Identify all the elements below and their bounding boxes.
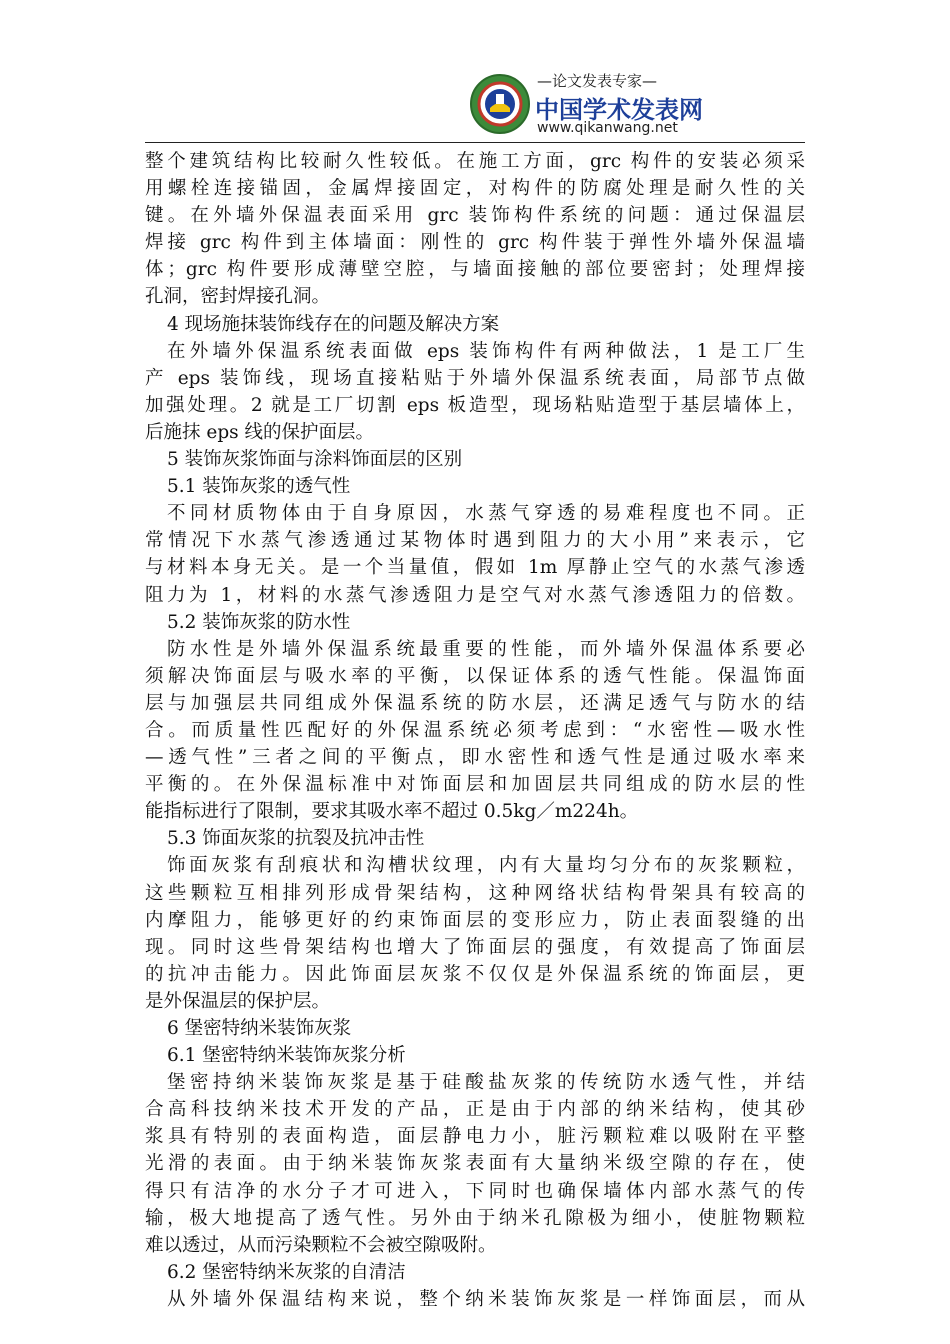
text-line: 合。而质量性匹配好的外保温系统必须考虑到：“水密性—吸水性 [145, 719, 805, 741]
section-heading: 4 现场施抹装饰线存在的问题及解决方案 [167, 313, 500, 335]
subsection-heading: 5.1 装饰灰浆的透气性 [167, 476, 351, 498]
text-line: 能指标进行了限制，要求其吸水率不超过 0.5kg／m224h。 [145, 801, 639, 823]
text-line: 产 eps 装饰线，现场直接粘贴于外墙外保温系统表面，局部节点做 [145, 367, 805, 389]
text-line: 是外保温层的保护层。 [145, 990, 331, 1012]
text-line: 后施抹 eps 线的保护面层。 [145, 421, 375, 443]
text-line: 这些颗粒互相排列形成骨架结构，这种网络状结构骨架具有较高的 [145, 882, 805, 904]
subsection-heading: 6.1 堡密特纳米装饰灰浆分析 [167, 1045, 406, 1067]
subsection-heading: 6.2 堡密特纳米灰浆的自清洁 [167, 1261, 406, 1283]
text-line: 加强处理。2 就是工厂切割 eps 板造型，现场粘贴造型于基层墙体上， [145, 394, 805, 416]
text-line: 层与加强层共同组成外保温系统的防水层，还满足透气与防水的结 [145, 692, 805, 714]
text-line: 焊接 grc 构件到主体墙面：刚性的 grc 构件装于弹性外墙外保温墙 [145, 232, 805, 254]
text-line: 从外墙外保温结构来说，整个纳米装饰灰浆是一样饰面层，而从 [167, 1288, 805, 1310]
text-line: 体；grc 构件要形成薄壁空腔，与墙面接触的部位要密封；处理焊接 [145, 259, 805, 281]
section-heading: 5 装饰灰浆饰面与涂料饰面层的区别 [167, 449, 463, 471]
section-heading: 6 堡密特纳米装饰灰浆 [167, 1018, 352, 1039]
text-line: 键。在外墙外保温表面采用 grc 装饰构件系统的问题：通过保温层 [145, 205, 805, 227]
text-line: 的抗冲击能力。因此饰面层灰浆不仅仅是外保温系统的饰面层，更 [145, 963, 805, 985]
text-line: 平衡的。在外保温标准中对饰面层和加固层共同组成的防水层的性 [145, 774, 805, 796]
text-line: 不同材质物体由于自身原因，水蒸气穿透的易难程度也不同。正 [167, 503, 805, 525]
text-line: 难以透过，从而污染颗粒不会被空隙吸附。 [145, 1234, 497, 1256]
text-line: 现。同时这些骨架结构也增大了饰面层的强度，有效提高了饰面层 [145, 936, 805, 958]
text-line: 浆具有特别的表面构造，面层静电力小，脏污颗粒难以吸附在平整 [145, 1126, 805, 1148]
text-line: 饰面灰浆有刮痕状和沟槽状纹理，内有大量均匀分布的灰浆颗粒， [167, 855, 805, 877]
text-line: —透气性”三者之间的平衡点，即水密性和透气性是通过吸水率来 [145, 747, 805, 769]
text-line: 内摩阻力，能够更好的约束饰面层的变形应力，防止表面裂缝的出 [145, 909, 805, 931]
text-line: 得只有洁净的水分子才可进入，下同时也确保墙体内部水蒸气的传 [145, 1180, 805, 1202]
text-line: 输，极大地提高了透气性。另外由于纳米孔隙极为细小，使脏物颗粒 [145, 1207, 805, 1229]
text-line: 合高科技纳米技术开发的产品，正是由于内部的纳米结构，使其砂 [145, 1099, 805, 1121]
text-line: 与材料本身无关。是一个当量值，假如 1m 厚静止空气的水蒸气渗透 [145, 557, 805, 579]
text-line: 常情况下水蒸气渗透通过某物体时遇到阻力的大小用”来表示，它 [145, 530, 805, 552]
subsection-heading: 5.3 饰面灰浆的抗裂及抗冲击性 [167, 828, 425, 850]
text-line: 须解决饰面层与吸水率的平衡，以保证体系的透气性能。保温饰面 [145, 665, 805, 687]
article-body [145, 148, 805, 1313]
text-line: 阻力为 1，材料的水蒸气渗透阻力是空气对水蒸气渗透阻力的倍数。 [145, 584, 805, 606]
site-logo[interactable] [469, 68, 703, 140]
seal-emblem-icon [469, 68, 531, 140]
text-line: 堡密持纳米装饰灰浆是基于硅酸盐灰浆的传统防水透气性，并结 [167, 1072, 805, 1094]
text-line: 光滑的表面。由于纳米装饰灰浆表面有大量纳米级空隙的存在，使 [145, 1153, 805, 1175]
text-line: 在外墙外保温系统表面做 eps 装饰构件有两种做法，1 是工厂生 [167, 340, 805, 362]
text-line: 用螺栓连接锚固，金属焊接固定，对构件的防腐处理是耐久性的关 [145, 178, 805, 200]
subsection-heading: 5.2 装饰灰浆的防水性 [167, 611, 351, 633]
text-line: 整个建筑结构比较耐久性较低。在施工方面，grc 构件的安装必须采 [145, 151, 805, 172]
text-line: 防水性是外墙外保温系统最重要的性能，而外墙外保温体系要必 [167, 638, 805, 660]
logo-tagline: —论文发表专家— [537, 72, 658, 90]
logo-url[interactable]: www.qikanwang.net [537, 120, 678, 136]
logo-site-name: 中国学术发表网 [535, 96, 703, 124]
header-divider [145, 142, 805, 143]
text-line: 孔洞，密封焊接孔洞。 [145, 286, 331, 308]
